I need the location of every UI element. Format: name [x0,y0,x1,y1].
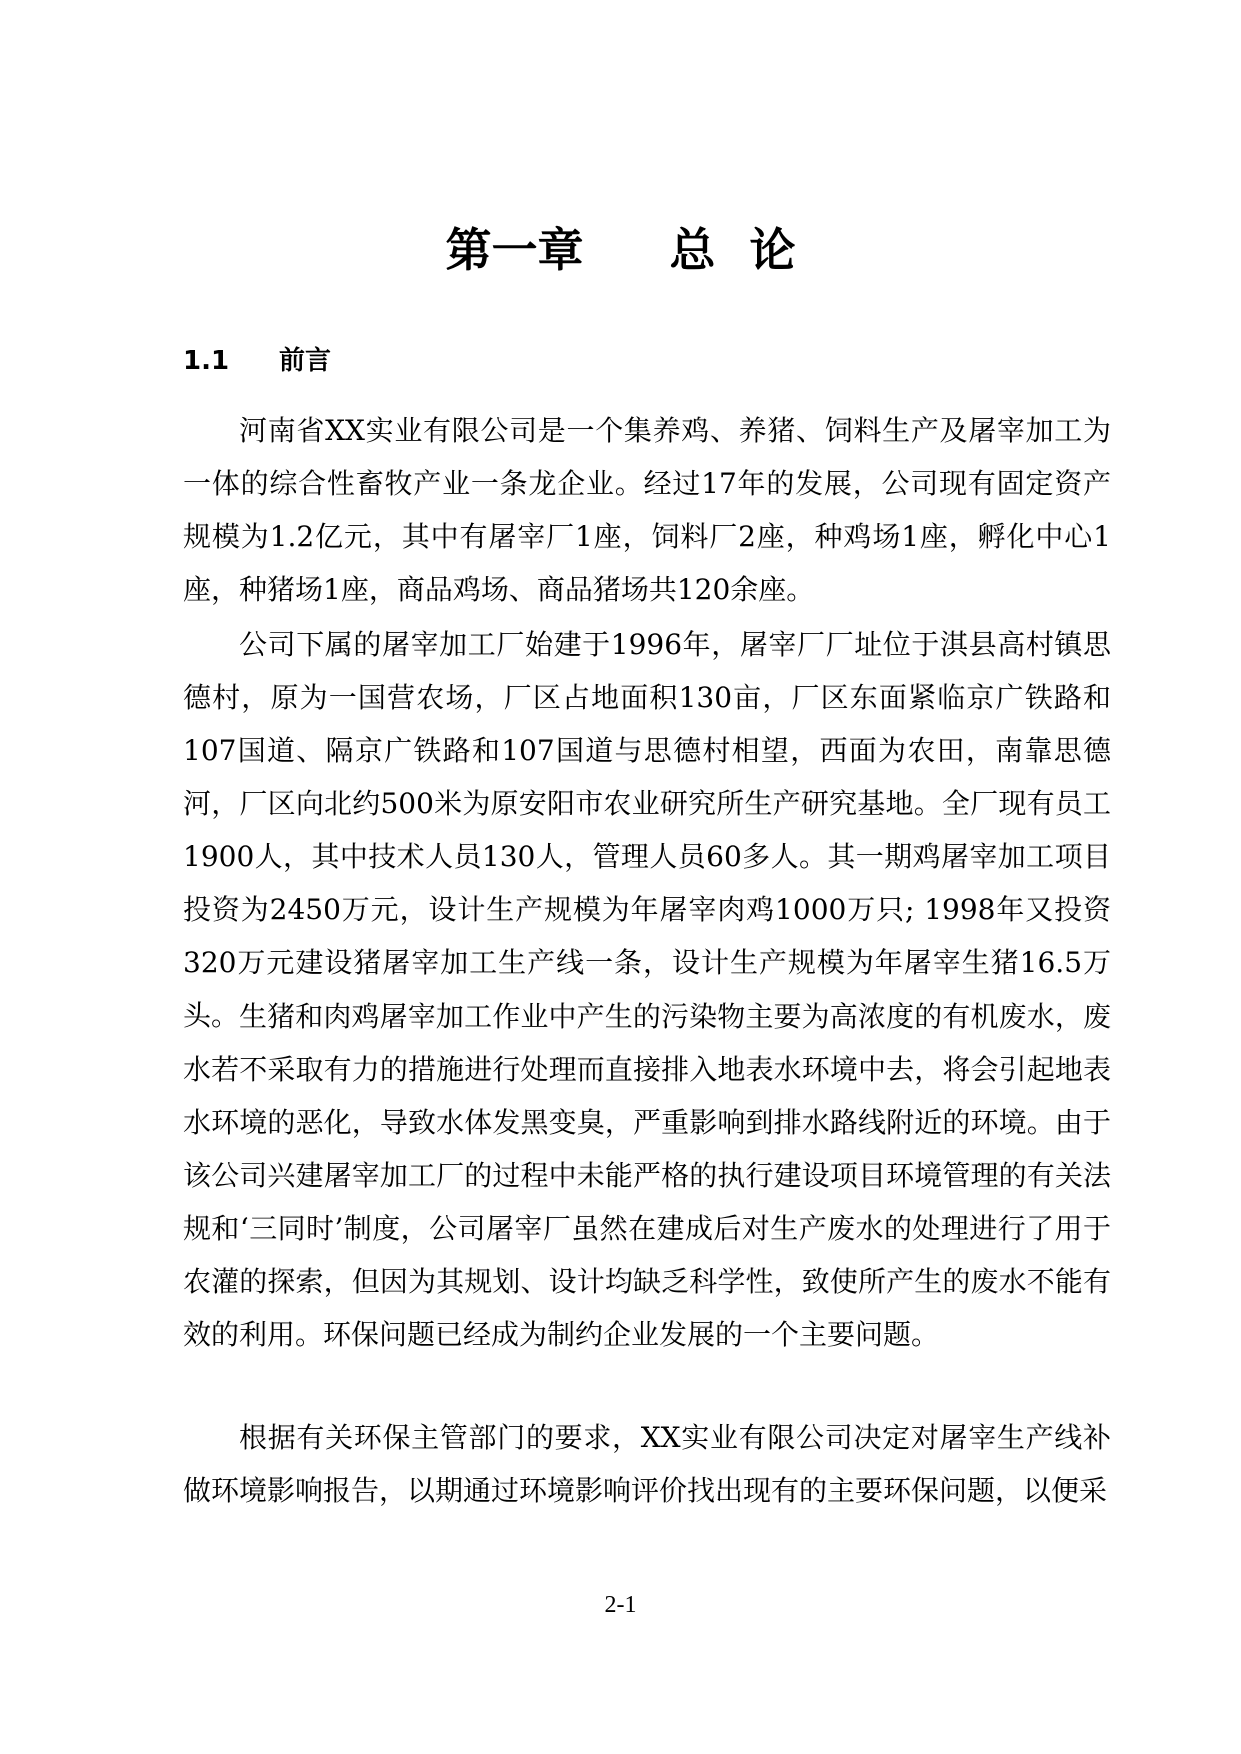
chapter-title-number: 第一章 [445,223,584,277]
body-paragraph: 根据有关环保主管部门的要求，XX实业有限公司决定对屠宰生产线补做环境影响报告，以期通过环境影响评价找出现有的主要环保问题，以便采 [183,1421,1111,1507]
body-paragraph-3-block [183,990,1111,1361]
section-title: 前言 [279,346,332,376]
body-paragraph-4-block [183,1411,1111,1517]
section-heading [183,344,331,378]
body-paragraph: 河南省XX实业有限公司是一个集养鸡、养猪、饲料生产及屠宰加工为一体的综合性畜牧产业一条龙企业。经过17年的发展，公司现有固定资产规模为1.2亿元，其中有屠宰厂1座，饲料厂2座，种鸡场1座，孵化中心1座，种猪场1座，商品鸡场、商品猪场共120余座。 [183,414,1111,606]
body-paragraph-2-block [183,618,1111,1042]
section-number: 1.1 [183,346,230,376]
body-paragraph: 生猪和肉鸡屠宰加工作业中产生的污染物主要为高浓度的有机废水，废水若不采取有力的措施进行处理而直接排入地表水环境中去，将会引起地表水环境的恶化，导致水体发黑变臭，严重影响到排水路线附近的环境。由于该公司兴建屠宰加工厂的过程中未能严格的执行建设项目环境管理的有关法规和‘三同时’制度，公司屠宰厂虽然在建成后对生产废水的处理进行了用于农灌的探索，但因为其规划、设计均缺乏科学性，致使所产生的废水不能有效的利用。环保问题已经成为制约企业发展的一个主要问题。 [183,1000,1111,1351]
chapter-title [0,222,1241,278]
body-paragraph-1-block [183,404,1111,616]
page-number: 2-1 [604,1592,637,1618]
chapter-title-word-2: 论 [749,223,796,277]
body-paragraph: 公司下属的屠宰加工厂始建于1996年，屠宰厂厂址位于淇县高村镇思德村，原为一国营农场，厂区占地面积130亩，厂区东面紧临京广铁路和107国道、隔京广铁路和107国道与思德村相望，西面为农田，南靠思德河，厂区向北约500米为原安阳市农业研究所生产研究基地。全厂现有员工1900人，其中技术人员130人，管理人员60多人。其一期鸡屠宰加工项目投资为2450万元，设计生产规模为年屠宰肉鸡1000万只; 1998年又投资320万元建设猪屠宰加工生产线一条，设计生产规模为年屠宰生猪16.5万头。 [183,628,1111,1032]
chapter-title-word-1: 总 [669,223,716,277]
